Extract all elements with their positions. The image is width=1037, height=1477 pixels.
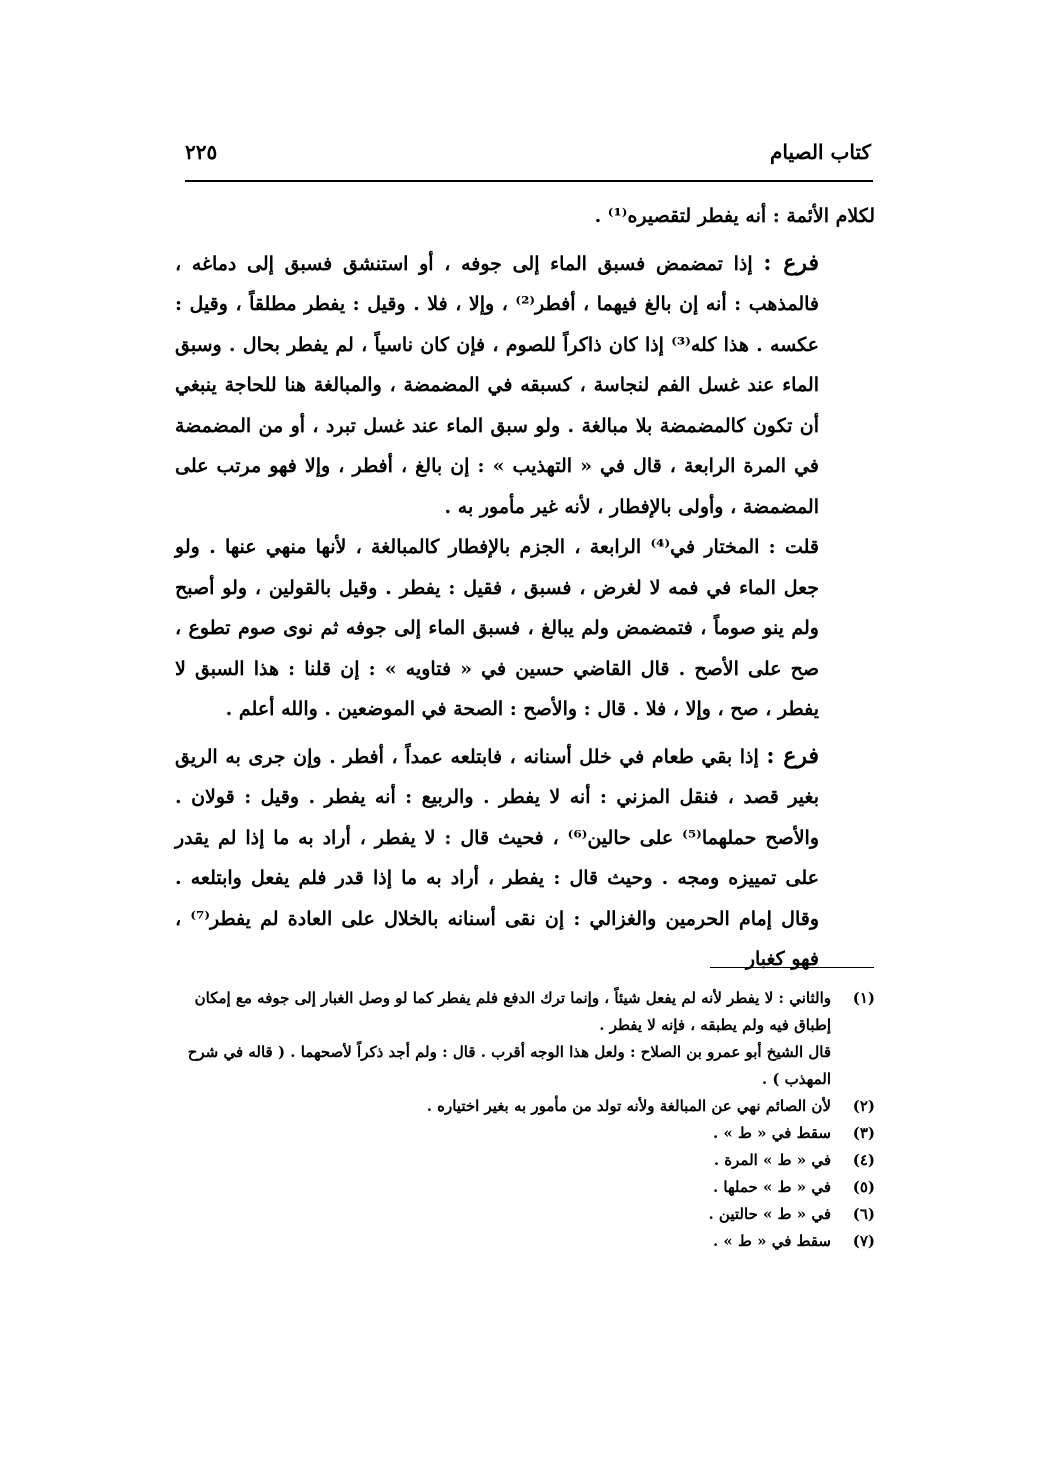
footnote-3 <box>160 1120 875 1147</box>
footnote-text: سقط في « ط » . <box>712 1124 831 1142</box>
footnote-7 <box>160 1228 875 1255</box>
footnote-number: (٥) <box>852 1178 875 1196</box>
footnote-number: (٦) <box>852 1205 875 1223</box>
chapter-title: كتاب الصيام <box>770 140 871 164</box>
footnote-text: والثاني : لا يفطر لأنه لم يفعل شيئاً ، وإنما ترك الدفع فلم يفطر كما لو وصل الغبار إلى جوفه مع إمكان إطباق فيه ولم يطبقه ، فإنه لا يفطر . <box>194 989 831 1034</box>
paragraph-3: قلت : المختار في⁽⁴⁾ الرابعة ، الجزم بالإفطار كالمبالغة ، لأنها منهي عنها . ولو جعل الماء في فمه لا لغرض ، فسبق ، فقيل : يفطر . وقيل بالقولين ، ولو أصبح ولم ينو صوماً ، فتمضمض ولم يبالغ ، فسبق الماء إلى جوفه ثم نوى صوم تطوع ، صح على الأصح . قال القاضي حسين في « فتاويه » : إن قلنا : هذا السبق لا يفطر ، صح ، وإلا ، فلا . قال : والأصح : الصحة في الموضعين . والله أعلم . <box>175 536 820 720</box>
paragraph-4 <box>175 736 875 980</box>
paragraph-2 <box>175 243 875 528</box>
main-text <box>175 196 875 980</box>
paragraph-2-lead: فرع : <box>763 249 819 276</box>
page-number: ٢٢٥ <box>185 140 218 164</box>
footnote-text: في « ط » حملها . <box>712 1178 831 1196</box>
footnote-number: (٤) <box>852 1151 875 1169</box>
footnote-2 <box>160 1093 875 1120</box>
footnote-text: في « ط » حالتين . <box>708 1205 831 1223</box>
footnote-text: قال الشيخ أبو عمرو بن الصلاح : ولعل هذا الوجه أقرب . قال : ولم أجد ذكراً لأصحهما . ( قاله في شرح المهذب ) . <box>187 1043 831 1088</box>
header-rule <box>185 180 873 182</box>
paragraph-4-lead: فرع : <box>766 742 819 769</box>
footnote-1 <box>160 985 875 1039</box>
footnote-number: (٣) <box>852 1124 875 1142</box>
footnote-1-continuation <box>160 1039 875 1093</box>
footnote-5 <box>160 1174 875 1201</box>
paragraph-2-text: إذا تمضمض فسبق الماء إلى جوفه ، أو استنشق فسبق إلى دماغه ، فالمذهب : أنه إن بالغ فيهما ، أفطر⁽²⁾ ، وإلا ، فلا . وقيل : يفطر مطلقاً ، وقيل : عكسه . هذا كله⁽³⁾ إذا كان ذاكراً للصوم ، فإن كان ناسياً ، لم يفطر بحال . وسبق الماء عند غسل الفم لنجاسة ، كسبقه في المضمضة ، والمبالغة هنا للحاجة ينبغي أن تكون كالمضمضة بلا مبالغة . ولو سبق الماء عند غسل تبرد ، أو من المضمضة في المرة الرابعة ، قال في « التهذيب » : إن بالغ ، أفطر ، وإلا فهو مرتب على المضمضة ، وأولى بالإفطار ، لأنه غير مأمور به . <box>175 252 819 518</box>
footnote-6 <box>160 1201 875 1228</box>
footnote-rule <box>710 967 874 968</box>
footnote-text: لأن الصائم نهي عن المبالغة ولأنه تولد من مأمور به بغير اختياره . <box>426 1097 831 1115</box>
running-header <box>185 140 871 180</box>
paragraph-4-text: إذا بقي طعام في خلل أسنانه ، فابتلعه عمداً ، أفطر . وإن جرى به الريق بغير قصد ، فنقل المزني : أنه لا يفطر . والربيع : أنه يفطر . وقيل : قولان . والأصح حملهما⁽⁵⁾ على حالين⁽⁶⁾ ، فحيث قال : لا يفطر ، أراد به ما إذا لم يقدر على تمييزه ومجه . وحيث قال : يفطر ، أراد به ما إذا قدر فلم يفعل وابتلعه . وقال إمام الحرمين والغزالي : إن نقى أسنانه بالخلال على العادة لم يفطر⁽⁷⁾ ، فهو كغبار <box>175 745 820 970</box>
footnote-4 <box>160 1147 875 1174</box>
footnotes <box>160 985 875 1255</box>
footnote-number: (٧) <box>852 1232 875 1250</box>
paragraph-1: لكلام الأئمة : أنه يفطر لتقصيره⁽¹⁾ . <box>594 205 875 227</box>
footnote-number: (٢) <box>852 1097 875 1115</box>
footnote-text: سقط في « ط » . <box>712 1232 831 1250</box>
footnote-text: في « ط » المرة . <box>713 1151 831 1169</box>
footnote-number: (١) <box>852 989 875 1007</box>
